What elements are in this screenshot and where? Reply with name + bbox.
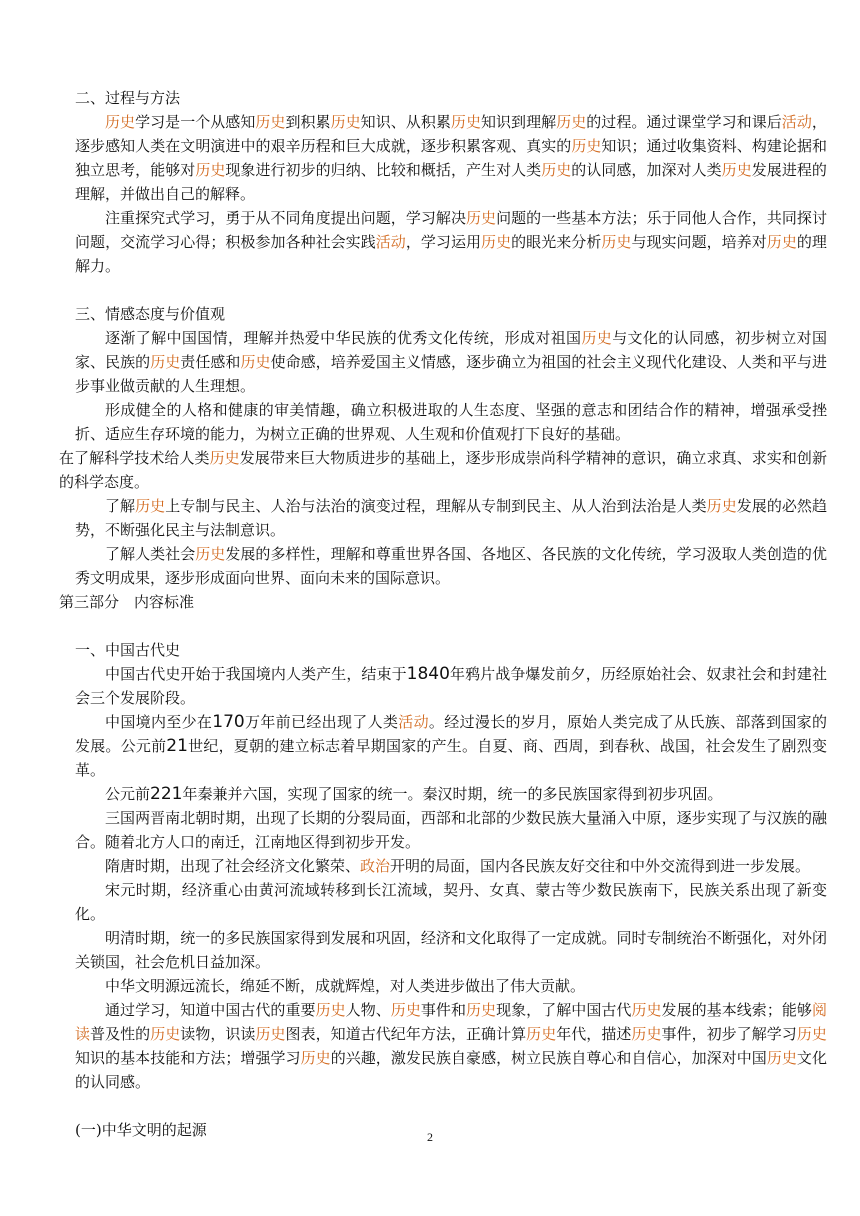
- section-heading-ancient: 一、中国古代史: [75, 641, 181, 659]
- paragraph-ancient-2: [75, 710, 827, 782]
- text-run: 年秦兼并六国，实现了国家的统一。秦汉时期，统一的多民族国家得到初步巩固。: [182, 785, 723, 803]
- highlighted-term: 历史: [766, 233, 797, 251]
- highlighted-term: 历史: [450, 113, 481, 131]
- highlighted-term: 历史: [631, 1025, 662, 1043]
- text-run: 中国古代史开始于我国境内人类产生，结束于: [105, 665, 407, 683]
- highlighted-term: 历史: [240, 353, 271, 371]
- year-number: 221: [150, 784, 183, 804]
- highlighted-term: 历史: [195, 161, 226, 179]
- highlighted-term: 历史: [766, 1049, 797, 1067]
- paragraph-attitude-2: 形成健全的人格和健康的审美情趣，确立积极进取的人生态度、坚强的意志和团结合作的精神，增强承受挫折、适应生存环境的能力，为树立正确的世界观、人生观和价值观打下良好的基础。: [75, 401, 827, 443]
- highlighted-term: 历史: [105, 113, 136, 131]
- highlighted-term: 历史: [135, 497, 166, 515]
- paragraph-attitude-4: 了解历史上专制与民主、人治与法治的演变过程，理解从专制到民主、从人治到法治是人类历史发展的必然趋势，不断强化民主与法制意识。: [75, 497, 827, 539]
- highlighted-term: 活动: [781, 113, 812, 131]
- section-heading-attitude: 三、情感态度与价值观: [75, 305, 226, 323]
- highlighted-term: 历史: [209, 449, 240, 467]
- highlighted-term: 历史: [150, 1025, 181, 1043]
- year-number: 1840: [406, 664, 450, 684]
- paragraph-ancient-9: 通过学习，知道中国古代的重要历史人物、历史事件和历史现象，了解中国古代历史发展的基本线索；能够阅读普及性的历史读物，识读历史图表，知道古代纪年方法，正确计算历史年代，描述历史事件，初步了解学习历史知识的基本技能和方法；增强学习历史的兴趣，激发民族自豪感，树立民族自尊心和自信心，加深对中国历史文化的认同感。: [75, 1001, 827, 1091]
- section-heading-process: 二、过程与方法: [75, 89, 181, 107]
- page-number: 2: [427, 1130, 433, 1144]
- paragraph-ancient-7: 明清时期，统一的多民族国家得到发展和巩固，经济和文化取得了一定成就。同时专制统治不断强化，对外闭关锁国，社会危机日益加深。: [75, 929, 827, 971]
- highlighted-term: 历史: [581, 329, 613, 347]
- highlighted-term: 活动: [375, 233, 406, 251]
- highlighted-term: 历史: [526, 1025, 557, 1043]
- paragraph-ancient-5: 隋唐时期，出现了社会经济文化繁荣、政治开明的局面，国内各民族友好交往和中外交流得到进一步发展。: [105, 857, 811, 875]
- part-title: 第三部分 内容标准: [59, 593, 195, 611]
- highlighted-term: 历史: [631, 1001, 662, 1019]
- highlighted-term: 历史: [150, 353, 181, 371]
- highlighted-term: 历史: [481, 233, 512, 251]
- highlighted-term: 历史: [390, 1001, 421, 1019]
- paragraph-attitude-5: 了解人类社会历史发展的多样性，理解和尊重世界各国、各地区、各民族的文化传统，学习汲取人类创造的优秀文明成果，逐步形成面向世界、面向未来的国际意识。: [75, 545, 827, 587]
- century-number: 21: [166, 736, 188, 756]
- highlighted-term: 历史: [315, 1001, 346, 1019]
- document-body: [59, 86, 827, 1142]
- highlighted-term: 历史: [541, 161, 572, 179]
- spacer: [75, 1094, 827, 1118]
- paragraph-ancient-1: [75, 662, 827, 710]
- highlighted-term: 历史: [721, 161, 752, 179]
- paragraph-process-1: 历史学习是一个从感知历史到积累历史知识、从积累历史知识到理解历史的过程。通过课堂学习和课后活动，逐步感知人类在文明演进中的艰辛历程和巨大成就，逐步积累客观、真实的历史知识；通过收集资料、构建论据和独立思考，能够对历史现象进行初步的归纳、比较和概括，产生对人类历史的认同感，加深对人类历史发展进程的理解，并做出自己的解释。: [75, 113, 827, 203]
- paragraph-ancient-3: [75, 782, 827, 806]
- highlighted-term: 历史: [466, 209, 497, 227]
- paragraph-attitude-3: 在了解科学技术给人类历史发展带来巨大物质进步的基础上，逐步形成崇尚科学精神的意识，确立求真、求实和创新的科学态度。: [59, 449, 827, 491]
- highlighted-term: 阅读: [75, 1001, 827, 1043]
- highlighted-term: 历史: [195, 545, 226, 563]
- highlighted-term: 历史: [466, 1001, 497, 1019]
- paragraph-attitude-1: 逐渐了解中国国情，理解并热爱中华民族的优秀文化传统，形成对祖国历史与文化的认同感，初步树立对国家、民族的历史责任感和历史使命感，培养爱国主义情感，逐步确立为祖国的社会主义现代化建设、人类和平与进步事业做贡献的人生理想。: [75, 329, 827, 395]
- highlighted-term: 历史: [330, 113, 361, 131]
- paragraph-ancient-8: 中华文明源远流长，绵延不断，成就辉煌，对人类进步做出了伟大贡献。: [105, 977, 586, 995]
- highlighted-term: 历史: [571, 137, 602, 155]
- highlighted-term: 活动: [398, 713, 429, 731]
- highlighted-term: 历史: [706, 497, 737, 515]
- highlighted-term: 历史: [796, 1025, 827, 1043]
- highlighted-term: 历史: [300, 1049, 331, 1067]
- text-run: 年鸦片战争爆发前夕，历经原始社会、奴隶社会和封建社会三个发展阶段。: [75, 665, 827, 707]
- text-run: 世纪，夏朝的建立标志着早期国家的产生。自夏、商、西周，到春秋、战国，社会发生了剧烈变革。: [75, 737, 827, 779]
- highlighted-term: 历史: [255, 1025, 286, 1043]
- text-run: 万年前已经出现了人类活动。经过漫长的岁月，原始人类完成了从氏族、部落到国家的发展。公元前: [75, 713, 827, 755]
- highlighted-term: 历史: [255, 113, 286, 131]
- paragraph-ancient-4: 三国两晋南北朝时期，出现了长期的分裂局面，西部和北部的少数民族大量涌入中原，逐步实现了与汉族的融合。随着北方人口的南迁，江南地区得到初步开发。: [75, 809, 827, 851]
- highlighted-term: 历史: [556, 113, 587, 131]
- year-number: 170: [212, 712, 245, 732]
- spacer: [75, 278, 827, 302]
- paragraph-ancient-6: 宋元时期，经济重心由黄河流域转移到长江流域，契丹、女真、蒙古等少数民族南下，民族关系出现了新变化。: [75, 881, 827, 923]
- paragraph-process-2: 注重探究式学习，勇于从不同角度提出问题，学习解决历史问题的一些基本方法；乐于同他人合作，共同探讨问题，交流学习心得；积极参加各种社会实践活动，学习运用历史的眼光来分析历史与现实问题，培养对历史的理解力。: [75, 209, 827, 275]
- highlighted-term: 政治: [360, 857, 391, 875]
- text-run: 中国境内至少在: [105, 713, 213, 731]
- spacer: [75, 614, 827, 638]
- highlighted-term: 历史: [601, 233, 632, 251]
- text-run: 公元前: [105, 785, 151, 803]
- subsection-title: (一)中华文明的起源: [75, 1121, 207, 1139]
